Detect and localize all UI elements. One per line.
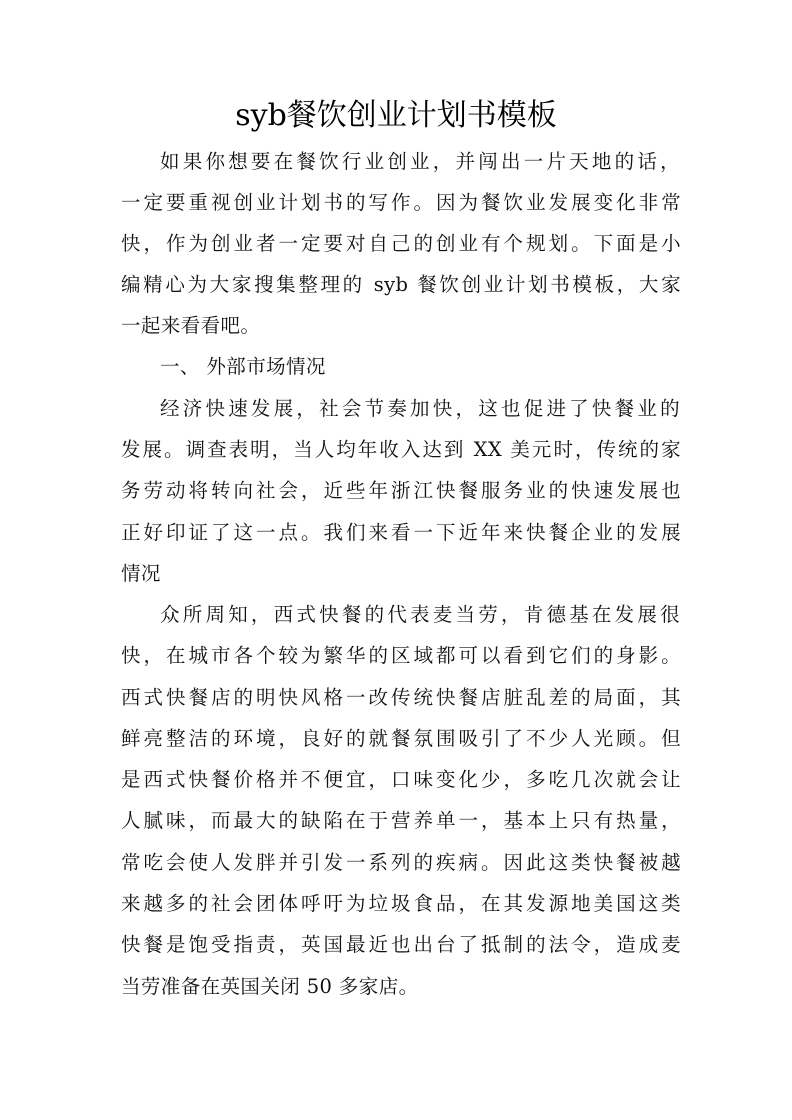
paragraph-line: 发展。调查表明，当人均年收入达到 XX 美元时，传统的家 [121,438,681,461]
paragraph-line: 是西式快餐价格并不便宜，口味变化少，多吃几次就会让 [121,768,681,791]
paragraph-line: 常吃会使人发胖并引发一系列的疾病。因此这类快餐被越 [121,851,681,874]
paragraph-line: 快，在城市各个较为繁华的区域都可以看到它们的身影。 [121,644,681,667]
section-heading: 一、 外部市场情况 [160,355,326,378]
paragraph-line: 务劳动将转向社会，近些年浙江快餐服务业的快速发展也 [121,479,681,502]
paragraph-line: 来越多的社会团体呼吁为垃圾食品，在其发源地美国这类 [121,892,681,915]
paragraph-line: 当劳准备在英国关闭 50 多家店。 [121,975,419,998]
paragraph-line: 西式快餐店的明快风格一改传统快餐店脏乱差的局面，其 [121,686,681,709]
paragraph-line: 人腻味，而最大的缺陷在于营养单一，基本上只有热量， [121,809,681,832]
paragraph-line: 一定要重视创业计划书的写作。因为餐饮业发展变化非常 [121,191,681,214]
document-title: syb餐饮创业计划书模板 [235,98,557,133]
paragraph-line: 正好印证了这一点。我们来看一下近年来快餐企业的发展 [121,521,681,544]
paragraph-line: 一起来看看吧。 [121,314,261,337]
paragraph-line: 快，作为创业者一定要对自己的创业有个规划。下面是小 [121,232,681,255]
paragraph-line: 快餐是饱受指责，英国最近也出台了抵制的法令，造成麦 [121,933,681,956]
paragraph-line: 众所周知，西式快餐的代表麦当劳，肯德基在发展很 [160,603,680,626]
paragraph-line: 鲜亮整洁的环境，良好的就餐氛围吸引了不少人光顾。但 [121,727,681,750]
paragraph-line: 如果你想要在餐饮行业创业，并闯出一片天地的话， [160,150,680,173]
paragraph-line: 编精心为大家搜集整理的 syb 餐饮创业计划书模板，大家 [121,273,681,296]
paragraph-line: 情况 [121,562,161,585]
paragraph-line: 经济快速发展，社会节奏加快，这也促进了快餐业的 [160,397,680,420]
